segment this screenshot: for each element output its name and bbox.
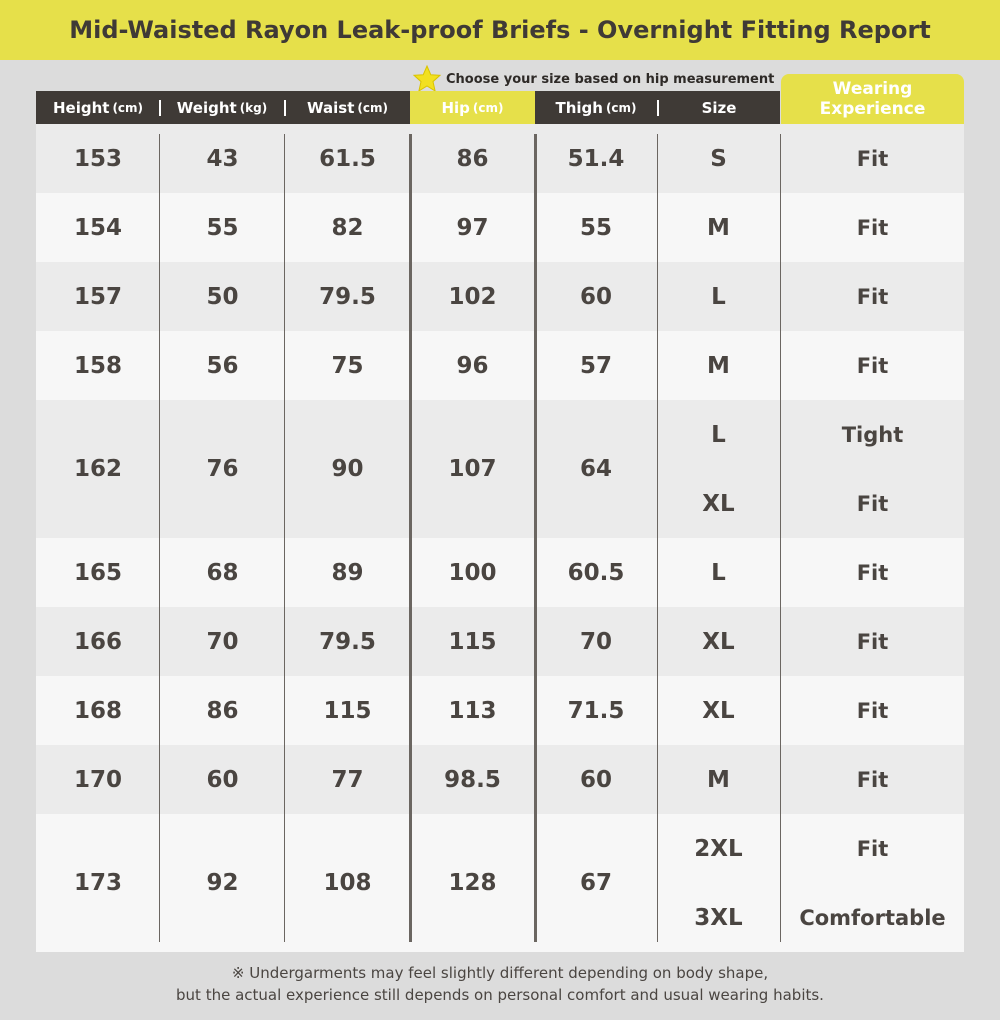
- cell-experiences-value: Tight: [841, 422, 904, 447]
- cell-thigh: 57: [579, 352, 612, 379]
- cell-sizes: [657, 814, 780, 952]
- header-hip-label: Hip: [441, 98, 470, 117]
- cell-height: 166: [73, 628, 122, 655]
- cell-weight: 60: [206, 766, 239, 793]
- header-weight-unit: (kg): [239, 100, 268, 115]
- cell-experiences-value: Fit: [856, 629, 889, 654]
- cell-sizes-value: XL: [702, 697, 735, 724]
- cell-waist: 61.5: [319, 145, 376, 172]
- header-weight-label: Weight: [176, 98, 237, 117]
- cell-hip: 107: [448, 456, 497, 482]
- header-height-unit: (cm): [112, 100, 144, 115]
- column-divider: [657, 134, 658, 942]
- cell-experiences-value: Fit: [856, 146, 889, 171]
- cell-experiences: [781, 331, 964, 400]
- cell-sizes: [657, 124, 780, 193]
- table-row: [36, 262, 964, 331]
- footnote-line1: ※ Undergarments may feel slightly different depending on body shape,: [231, 964, 769, 982]
- cell-weight: 76: [206, 456, 239, 482]
- title-banner: [0, 0, 1000, 60]
- table-row: [36, 331, 964, 400]
- table-row: [36, 193, 964, 262]
- column-divider: [534, 134, 537, 942]
- cell-hip: 86: [456, 145, 489, 172]
- cell-sizes: [657, 538, 780, 607]
- header-thigh: [535, 91, 657, 124]
- cell-sizes-value: L: [711, 283, 726, 310]
- cell-weight: 55: [206, 214, 239, 241]
- cell-height: 162: [73, 456, 122, 482]
- cell-waist: 115: [323, 697, 372, 724]
- cell-experiences-value: Comfortable: [799, 905, 946, 930]
- cell-sizes: [657, 607, 780, 676]
- cell-sizes-value: S: [710, 145, 727, 172]
- cell-waist: 79.5: [319, 628, 376, 655]
- cell-sizes-value: M: [707, 352, 730, 379]
- table-row: [36, 538, 964, 607]
- cell-waist: 90: [331, 456, 364, 482]
- cell-weight: 92: [206, 870, 239, 896]
- cell-sizes: [657, 193, 780, 262]
- cell-waist: 89: [331, 559, 364, 586]
- header-thigh-label: Thigh: [555, 98, 603, 117]
- cell-experiences-value: Fit: [856, 836, 889, 861]
- cell-experiences: [781, 400, 964, 538]
- header-hip: [410, 91, 535, 124]
- header-waist: [285, 91, 410, 124]
- column-divider: [159, 134, 160, 942]
- cell-hip: 128: [448, 870, 497, 896]
- cell-sizes-value: L: [711, 559, 726, 586]
- cell-thigh: 55: [579, 214, 612, 241]
- cell-experiences-value: Fit: [856, 698, 889, 723]
- cell-weight: 70: [206, 628, 239, 655]
- table-row: [36, 745, 964, 814]
- column-divider: [409, 134, 412, 942]
- cell-sizes-value: 3XL: [694, 904, 743, 931]
- table-row: [36, 400, 964, 538]
- cell-thigh: 71.5: [567, 697, 625, 724]
- cell-experiences: [781, 193, 964, 262]
- table-row: [36, 676, 964, 745]
- column-divider: [284, 134, 285, 942]
- cell-weight: 43: [206, 145, 239, 172]
- header-thigh-unit: (cm): [605, 100, 637, 115]
- cell-height: 168: [73, 697, 122, 724]
- cell-experiences: [781, 607, 964, 676]
- cell-sizes: [657, 400, 780, 538]
- cell-waist: 79.5: [319, 283, 376, 310]
- hint-text: Choose your size based on hip measurement: [446, 71, 775, 87]
- table-row: [36, 814, 964, 952]
- cell-sizes-value: M: [707, 214, 730, 241]
- footnote-line2: but the actual experience still depends on personal comfort and usual wearing habits.: [176, 986, 824, 1004]
- cell-height: 173: [73, 870, 122, 896]
- fitting-table: [36, 124, 964, 952]
- cell-experiences-value: Fit: [856, 353, 889, 378]
- cell-experiences: [781, 814, 964, 952]
- header-experience-line1: Wearing: [832, 79, 913, 99]
- page-title: Mid-Waisted Rayon Leak-proof Briefs - Overnight Fitting Report: [69, 16, 931, 44]
- cell-weight: 50: [206, 283, 239, 310]
- cell-sizes-value: M: [707, 766, 730, 793]
- cell-thigh: 51.4: [567, 145, 625, 172]
- header-experience: [781, 74, 964, 124]
- cell-experiences: [781, 124, 964, 193]
- header-height-label: Height: [52, 98, 110, 117]
- header-size: [658, 91, 780, 124]
- cell-sizes-value: XL: [702, 628, 735, 655]
- cell-thigh: 64: [579, 456, 612, 482]
- cell-hip: 98.5: [444, 766, 501, 793]
- cell-height: 170: [73, 766, 122, 793]
- cell-sizes: [657, 262, 780, 331]
- header-hip-unit: (cm): [472, 100, 504, 115]
- cell-waist: 77: [331, 766, 364, 793]
- cell-sizes-value: XL: [702, 490, 735, 517]
- cell-weight: 56: [206, 352, 239, 379]
- cell-hip: 102: [448, 283, 497, 310]
- cell-experiences: [781, 745, 964, 814]
- cell-sizes: [657, 331, 780, 400]
- cell-sizes: [657, 676, 780, 745]
- cell-weight: 68: [206, 559, 239, 586]
- cell-experiences-value: Fit: [856, 560, 889, 585]
- cell-waist: 75: [331, 352, 364, 379]
- cell-height: 154: [73, 214, 122, 241]
- cell-height: 153: [73, 145, 122, 172]
- cell-experiences: [781, 676, 964, 745]
- cell-weight: 86: [206, 697, 239, 724]
- cell-thigh: 67: [579, 870, 612, 896]
- cell-waist: 82: [331, 214, 364, 241]
- header-experience-line2: Experience: [819, 99, 926, 119]
- cell-hip: 113: [448, 697, 497, 724]
- cell-sizes-value: 2XL: [694, 835, 743, 862]
- cell-height: 158: [73, 352, 122, 379]
- header-height: [36, 91, 160, 124]
- cell-thigh: 60: [579, 766, 612, 793]
- cell-sizes: [657, 745, 780, 814]
- column-divider: [780, 134, 781, 942]
- cell-experiences: [781, 538, 964, 607]
- cell-waist: 108: [323, 870, 372, 896]
- cell-thigh: 70: [579, 628, 612, 655]
- cell-experiences-value: Fit: [856, 767, 889, 792]
- header-waist-unit: (cm): [357, 100, 388, 115]
- cell-hip: 97: [456, 214, 489, 241]
- cell-height: 165: [73, 559, 122, 586]
- hip-hint: [412, 66, 774, 92]
- cell-experiences-value: Fit: [856, 284, 889, 309]
- header-waist-label: Waist: [307, 98, 355, 117]
- cell-hip: 100: [448, 559, 497, 586]
- cell-height: 157: [73, 283, 122, 310]
- header-size-label: Size: [701, 98, 737, 117]
- footnote: [0, 962, 1000, 1006]
- cell-experiences: [781, 262, 964, 331]
- star-icon: [412, 64, 442, 94]
- cell-experiences-value: Fit: [856, 491, 889, 516]
- cell-experiences-value: Fit: [856, 215, 889, 240]
- header-weight: [160, 91, 284, 124]
- cell-hip: 115: [448, 628, 497, 655]
- cell-thigh: 60: [579, 283, 612, 310]
- cell-hip: 96: [456, 352, 489, 379]
- table-row: [36, 607, 964, 676]
- cell-sizes-value: L: [711, 421, 726, 448]
- table-row: [36, 124, 964, 193]
- cell-thigh: 60.5: [567, 559, 625, 586]
